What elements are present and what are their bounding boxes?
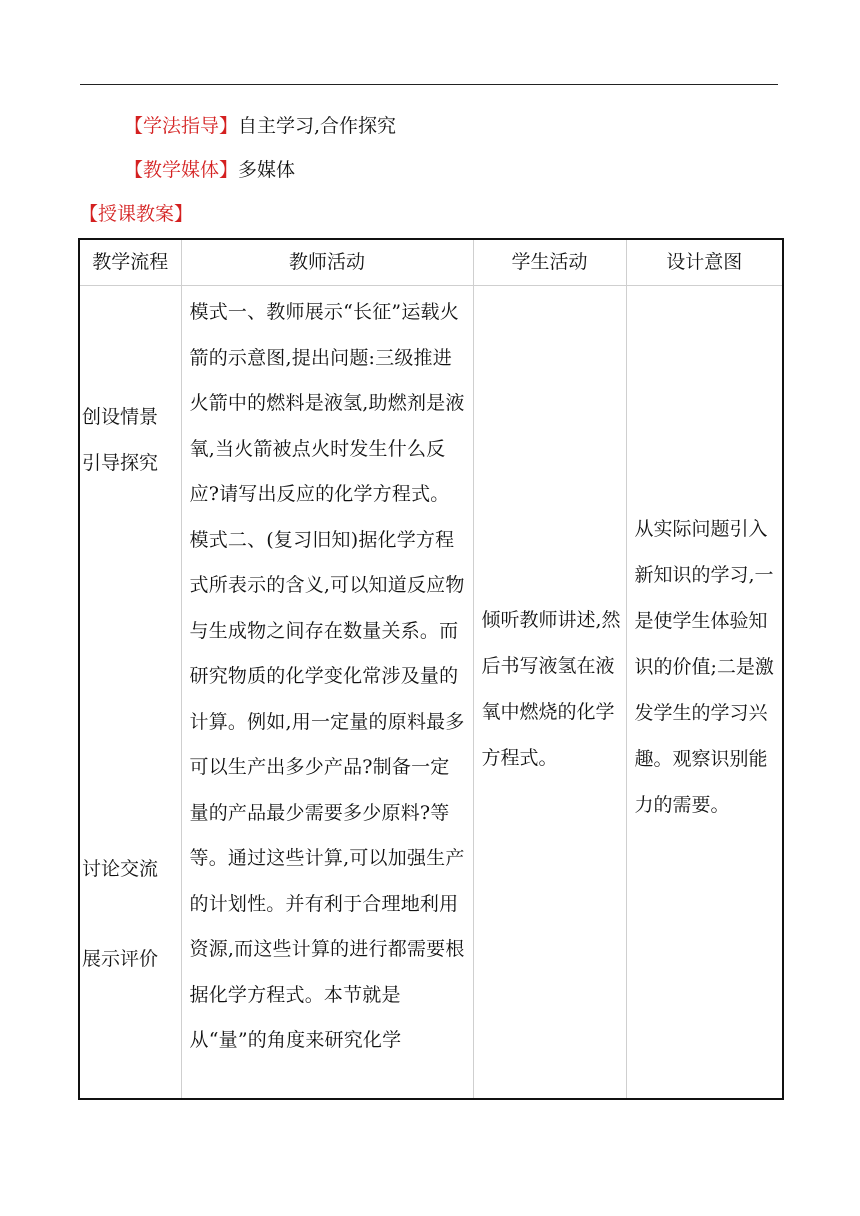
student-cell — [473, 286, 626, 1100]
media-value: 多媒体 — [238, 159, 296, 181]
student-activity-text: 倾听教师讲述,然后书写液氢在液氧中燃烧的化学方程式。 — [481, 609, 621, 769]
method-line — [124, 113, 396, 139]
design-cell — [626, 286, 783, 1100]
stage-guide-explore: 引导探究 — [82, 452, 159, 474]
header-design: 设计意图 — [626, 239, 783, 286]
teacher-activity-text — [190, 290, 466, 1064]
header-rule — [80, 84, 778, 85]
design-intent-text: 从实际问题引入新知识的学习,一是使学生体验知识的价值;二是激发学生的学习兴趣。观察识别能力的需要。 — [634, 518, 774, 816]
media-label: 【教学媒体】 — [124, 159, 239, 181]
table-header-row — [79, 239, 783, 286]
lesson-plan-table — [78, 238, 784, 1100]
teacher-paragraph-1: 模式一、教师展示“长征”运载火箭的示意图,提出问题:三级推进火箭中的燃料是液氢,助燃剂是液氧,当火箭被点火时发生什么反应?请写出反应的化学方程式。 — [189, 301, 465, 505]
header-student: 学生活动 — [473, 239, 626, 286]
media-line — [124, 157, 295, 183]
method-value: 自主学习,合作探究 — [238, 115, 397, 137]
stage-present-evaluate: 展示评价 — [82, 948, 159, 970]
stage-cell — [79, 286, 181, 1100]
section-title: 【授课教案】 — [79, 203, 194, 225]
header-flow: 教学流程 — [79, 239, 181, 286]
method-label: 【学法指导】 — [124, 115, 239, 137]
stage-create-scene: 创设情景 — [82, 406, 159, 428]
stage-discuss: 讨论交流 — [82, 858, 159, 880]
table-row — [79, 286, 783, 1100]
header-teacher: 教师活动 — [181, 239, 473, 286]
teacher-paragraph-2: 模式二、(复习旧知)据化学方程式所表示的含义,可以知道反应物与生成物之间存在数量关系。而研究物质的化学变化常涉及量的计算。例如,用一定量的原料最多可以生产出多少产品?制备一定量的产品最少需要多少原料?等等。通过这些计算,可以加强生产的计划性。并有利于合理地利用资源,而这些计算的进行都需要根据化学方程式。本节就是从“量”的角度来研究化学 — [189, 528, 465, 1051]
teacher-cell — [181, 286, 473, 1100]
